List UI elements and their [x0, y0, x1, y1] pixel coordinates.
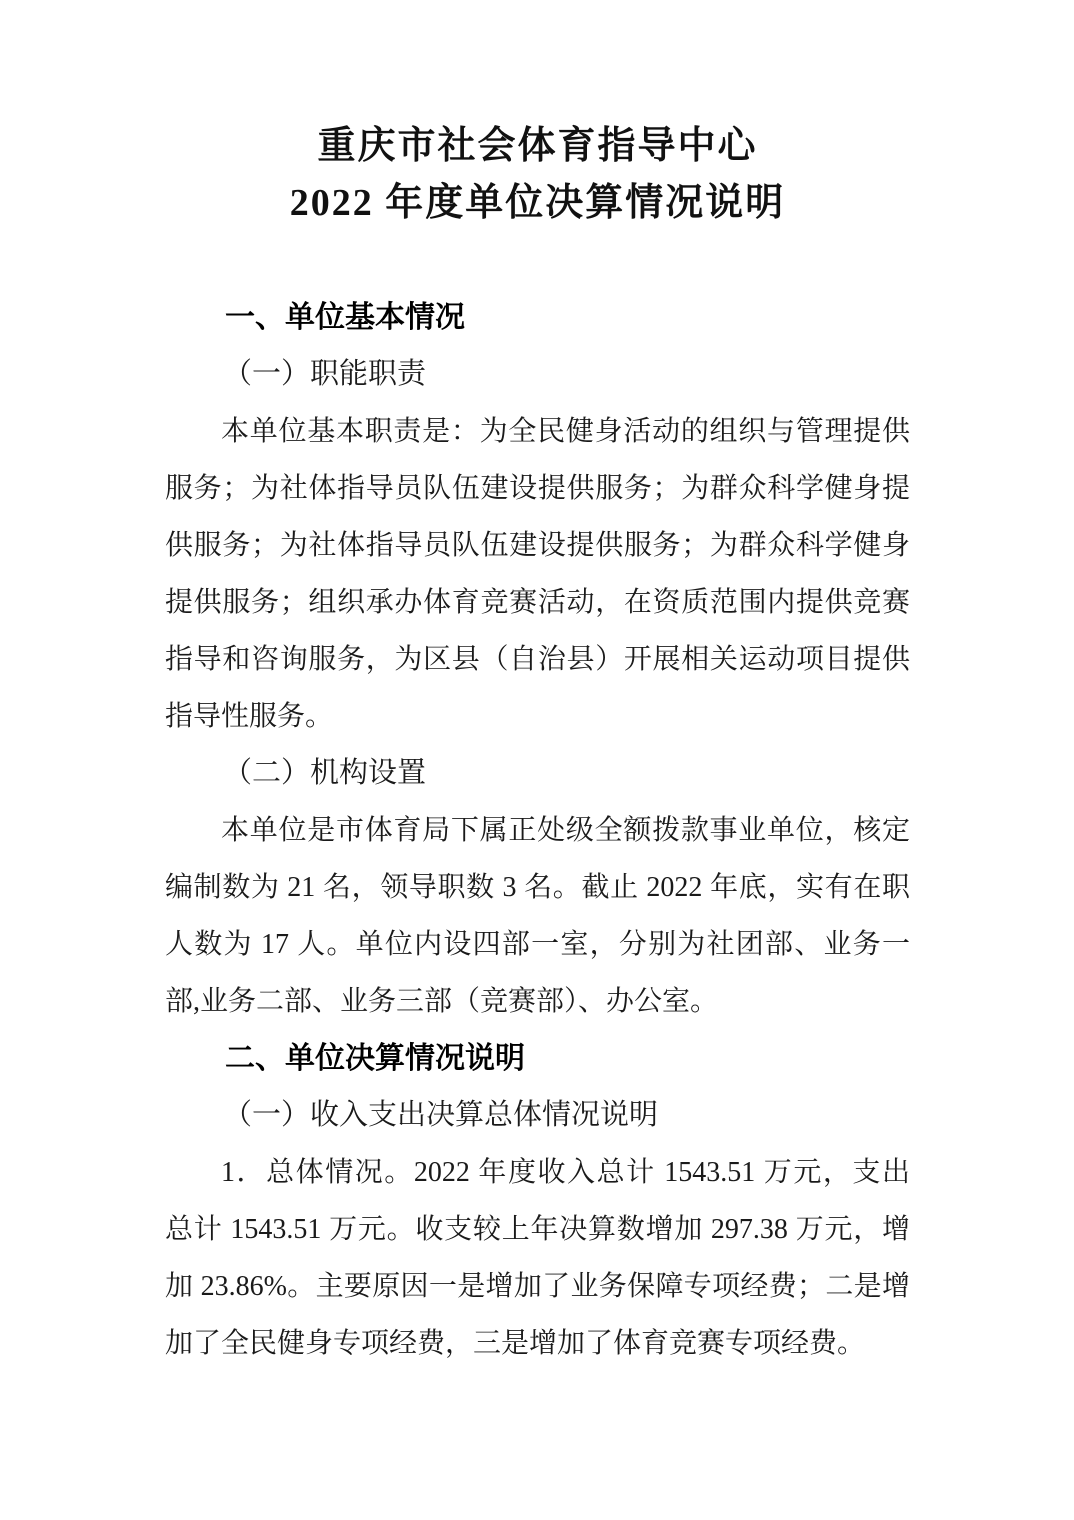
- paragraph-line: 指导性服务。: [165, 701, 334, 732]
- paragraph-organization: [165, 802, 910, 1030]
- paragraph-line: 1．总体情况。2022 年度收入总计 1543.51 万元，支出: [221, 1157, 910, 1188]
- paragraph-line: 本单位是市体育局下属正处级全额拨款事业单位，核定: [221, 815, 910, 846]
- document-title-line-2: 2022 年度单位决算情况说明: [289, 182, 786, 224]
- paragraph-line: 供服务；为社体指导员队伍建设提供服务；为群众科学健身: [165, 530, 910, 561]
- paragraph-line: 加了全民健身专项经费，三是增加了体育竞赛专项经费。: [165, 1328, 866, 1359]
- subsection-heading-organization: （二）机构设置: [223, 757, 427, 789]
- section-heading-unit-basic-info: 一、单位基本情况: [225, 301, 465, 334]
- subsection-heading-functions: （一）职能职责: [223, 358, 427, 390]
- section-heading-final-accounts: 二、单位决算情况说明: [225, 1042, 525, 1075]
- paragraph-line: 总计 1543.51 万元。收支较上年决算数增加 297.38 万元，增: [165, 1214, 910, 1245]
- subsection-heading-income-expenditure-overview: （一）收入支出决算总体情况说明: [223, 1099, 659, 1131]
- paragraph-line: 编制数为 21 名，领导职数 3 名。截止 2022 年底，实有在职: [165, 872, 910, 903]
- paragraph-line: 本单位基本职责是：为全民健身活动的组织与管理提供: [221, 416, 910, 447]
- paragraph-line: 加 23.86%。主要原因一是增加了业务保障专项经费；二是增: [165, 1271, 910, 1302]
- paragraph-line: 人数为 17 人。单位内设四部一室，分别为社团部、业务一: [165, 929, 910, 960]
- document-title-line-1: 重庆市社会体育指导中心: [317, 125, 758, 167]
- paragraph-overall-situation: [165, 1144, 910, 1372]
- paragraph-line: 提供服务；组织承办体育竞赛活动，在资质范围内提供竞赛: [165, 587, 910, 618]
- paragraph-functions: [165, 403, 910, 745]
- document-title: [165, 118, 910, 232]
- paragraph-line: 部,业务二部、业务三部（竞赛部）、办公室。: [165, 986, 719, 1017]
- paragraph-line: 指导和咨询服务，为区县（自治县）开展相关运动项目提供: [165, 644, 910, 675]
- paragraph-line: 服务；为社体指导员队伍建设提供服务；为群众科学健身提: [165, 473, 910, 504]
